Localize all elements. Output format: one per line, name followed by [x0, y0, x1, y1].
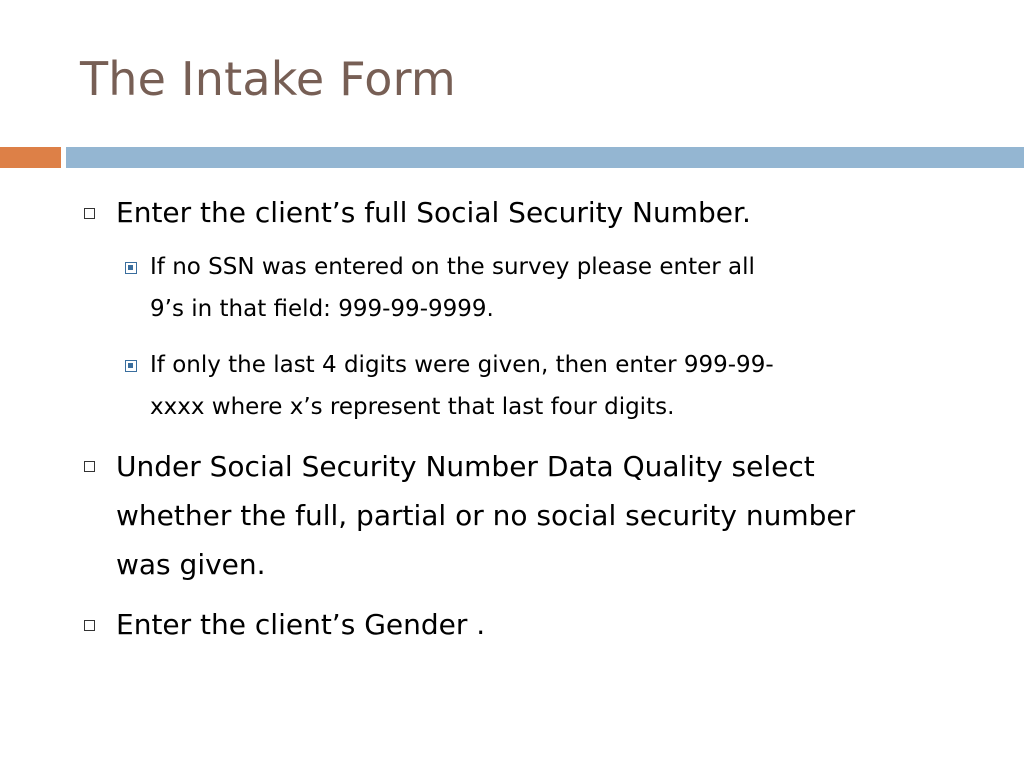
- bullet-line: Enter the client’s full Social Security Number.: [116, 196, 751, 229]
- bullet-line: whether the full, partial or no social security number: [116, 499, 856, 532]
- sub-bullet-square-icon: [125, 262, 137, 274]
- sub-bullet-text: [150, 344, 774, 428]
- sub-bullet-square-icon: [125, 360, 137, 372]
- bullet-square-icon: [84, 461, 95, 472]
- title-accent-bar-blue: [66, 147, 1024, 168]
- title-accent-bar-orange: [0, 147, 61, 168]
- bullet-text: [116, 188, 751, 237]
- slide-title: The Intake Form: [80, 52, 456, 106]
- bullet-line: Enter the client’s Gender .: [116, 608, 486, 641]
- bullet-line: was given.: [116, 548, 266, 581]
- bullet-square-icon: [84, 620, 95, 631]
- sub-bullet-line: If only the last 4 digits were given, then enter 999-99-: [150, 352, 774, 378]
- sub-bullet-text: [150, 246, 755, 330]
- bullet-text: [116, 600, 485, 649]
- sub-bullet-line: 9’s in that field: 999-99-9999.: [150, 296, 494, 322]
- bullet-square-icon: [84, 208, 95, 219]
- bullet-text: [116, 442, 855, 589]
- sub-bullet-line: If no SSN was entered on the survey please enter all: [150, 254, 755, 280]
- bullet-line: Under Social Security Number Data Quality select: [116, 450, 815, 483]
- sub-bullet-line: xxxx where x’s represent that last four digits.: [150, 394, 675, 420]
